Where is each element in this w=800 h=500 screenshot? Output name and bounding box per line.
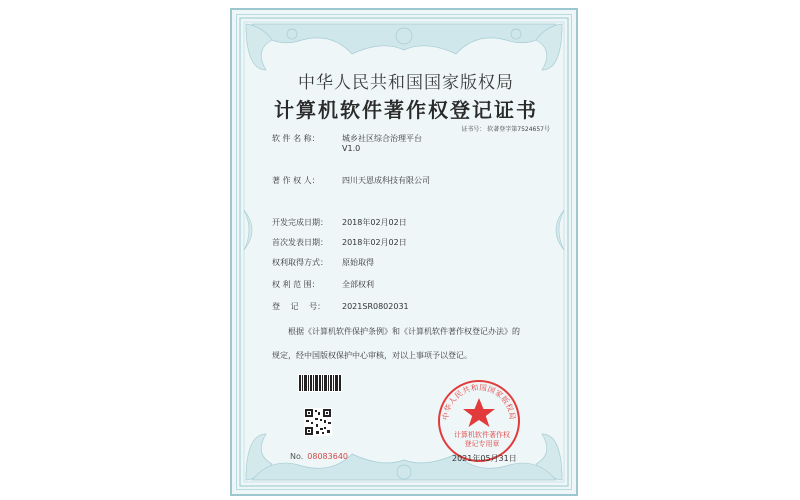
field-publish-date <box>272 238 407 248</box>
software-version: V1.0 <box>342 144 361 153</box>
field-acquisition-method <box>272 258 374 268</box>
serial-number <box>290 452 348 461</box>
rights-scope: 全部权利 <box>342 280 374 289</box>
statement-line-2: 规定，经中国版权保护中心审核，对以上事项予以登记。 <box>272 351 472 360</box>
seal-line-2: 登记专用章 <box>464 440 500 448</box>
registration-number: 2021SR0802031 <box>342 302 409 311</box>
field-copyright-owner <box>272 176 430 186</box>
software-name: 城乡社区综合治理平台 <box>342 134 422 143</box>
field-software-name <box>272 134 422 154</box>
top-ornament <box>252 24 556 54</box>
field-label: 首次发表日期： <box>272 238 328 247</box>
serial-value: 08083640 <box>307 452 348 461</box>
field-label: 权 利 范 围： <box>272 280 320 289</box>
certificate-title: 计算机软件著作权登记证书 <box>274 98 538 122</box>
issue-date: 2021年05月31日 <box>452 454 517 463</box>
field-rights-scope <box>272 280 374 290</box>
qr-code-image <box>304 408 332 436</box>
seal-line-1: 计算机软件著作权 <box>454 431 510 439</box>
field-registration-number <box>272 302 409 312</box>
issuer-title: 中华人民共和国国家版权局 <box>298 73 514 93</box>
certificate-number: 证书号： 软著登字第7524657号 <box>461 126 550 133</box>
field-label: 软 件 名 称： <box>272 134 320 143</box>
serial-label: No. <box>290 452 304 461</box>
field-label: 著 作 权 人： <box>272 176 320 185</box>
acquisition-method: 原始取得 <box>342 258 374 267</box>
barcode-image <box>298 374 342 392</box>
publish-date: 2018年02月02日 <box>342 238 407 247</box>
copyright-owner: 四川天恩成科技有限公司 <box>342 176 430 185</box>
statement-line-1: 根据《计算机软件保护条例》和《计算机软件著作权登记办法》的 <box>288 327 520 336</box>
field-label: 权利取得方式： <box>272 258 328 267</box>
field-development-date <box>272 218 407 228</box>
field-label: 开发完成日期： <box>272 218 328 227</box>
seal-arc-text: 中华人民共和国国家版权局 <box>440 382 518 421</box>
certificate <box>230 8 578 496</box>
star-icon <box>463 398 495 427</box>
official-seal <box>436 378 522 464</box>
development-date: 2018年02月02日 <box>342 218 407 227</box>
field-label: 登 记 号： <box>272 302 326 311</box>
